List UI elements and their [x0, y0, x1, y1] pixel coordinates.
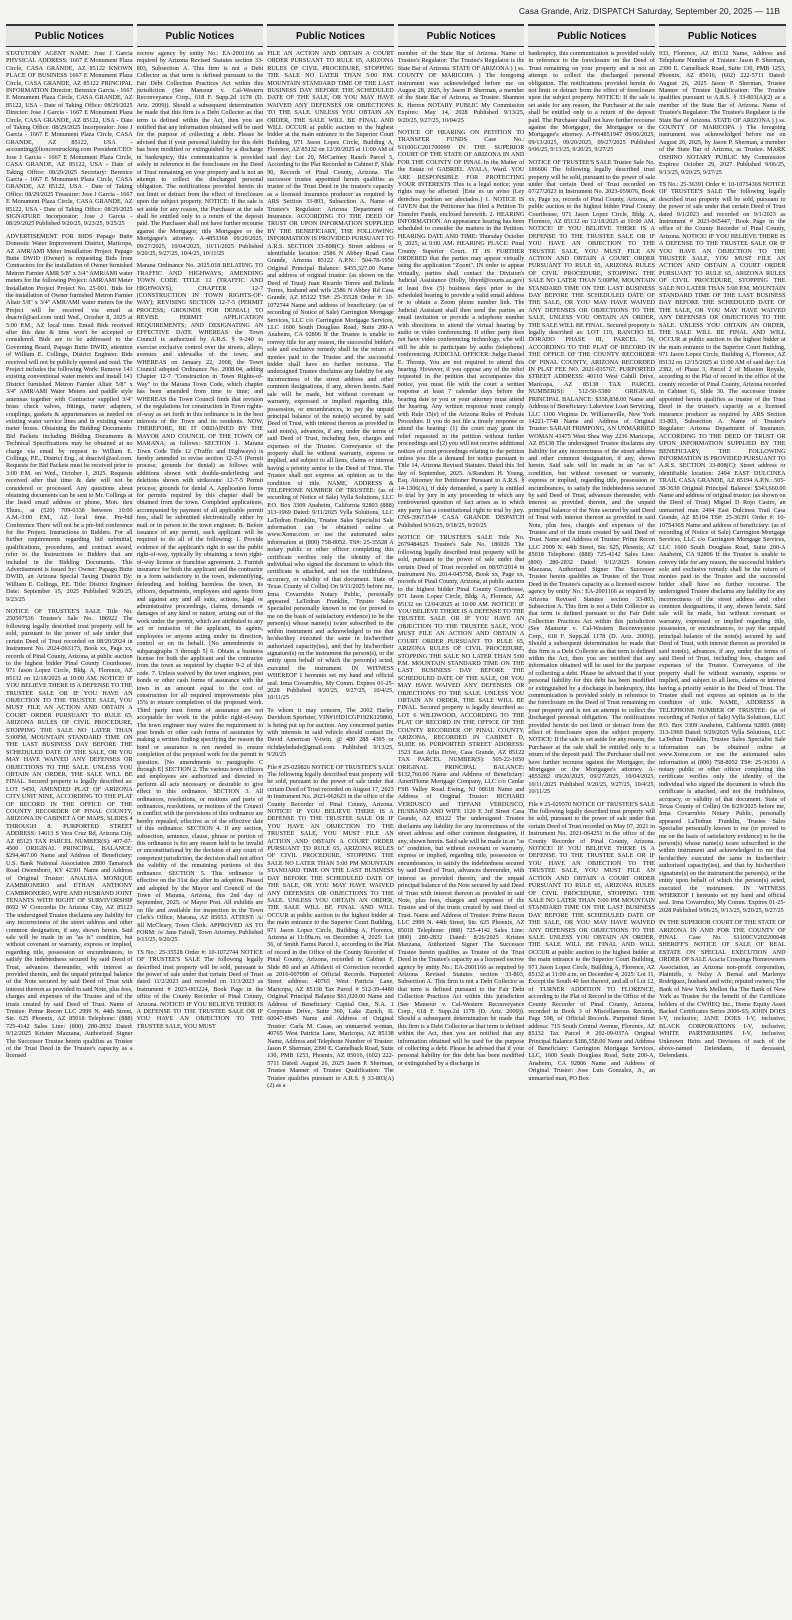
legal-notice: NOTICE OF TRUSTEE'S SALE Title No. 250507536 Trustee's Sale No. 186922 The following legally described trust property will be sold, pursuant to the power of sale under that certain Deed of Trust recorded on 08/20/2024 in Instrument No. 2024-063173, Book xx, Page xx, records of Pinal County, Arizona, at public auction to the highest bidder Pinal County Courthouse, 971 Jason Lopez Circle, Bldg. A, Florence, AZ 85132 on 12/18/2025 at 10:00 AM. NOTICE! IF YOU BELIEVE THERE IS A DEFENSE TO THE TRUSTEE SALE OR IF YOU HAVE AN OBJECTION TO THE TRUSTEE SALE, YOU MUST FILE AN ACTION AND OBTAIN A COURT ORDER PURSUANT TO RULE 65, ARIZONA RULES OF CIVIL PROCEDURE, STOPPING THE SALE NO LATER THAN 5:00PM, MOUNTAIN STANDARD TIME ON THE LAST BUSINESS DAY BEFORE THE SCHEDULED DATE OF THE SALE, OR YOU MAY HAVE WAIVED ANY DEFENSES OR OBJECTIONS TO THE SALE. UNLESS YOU OBTAIN AN ORDER, THE SALE WILL BE FINAL. Secured property is legally described as: LOT 5450, AMENDED PLAT OF ARIZONA CITY UNIT NINE, ACCORDING TO THE PLAT OF RECORD IN THE OFFICE OF THE COUNTY RECORDER OF PINAL COUNTY, ARIZONA IN CABINET A OF MAPS, SLIDES 4 THROUGH 8. PURPORTED STREET ADDRESS: 14613 S Vera Cruz Rd, Arizona City, AZ 85123 TAX PARCEL NUMBER(S): 407-07-4500 ORIGINAL PRINCIPAL BALANCE: $294,467.00 Name and Address of Beneficiary: U.S. Bank National Association 2800 Tamarack Road Owensboro, KY 42301 Name and Address of Original Trustor: ANALISA MONIQUE ZAMBRONERO and ETHAN ANTHONY CAMBRONERO, WIFE AND HUSBAND JOINT TENANTS WITH RIGHT OF SURVIVORSHIP 8692 W Concordia Dr Arizona City, AZ 85123 The undersigned Trustee disclaims any liability for any incorrectness of the street address and other common designation, if any, shown herein. Said sale will be made in an "as is" condition, but without covenant or warranty, express or implied, regarding title, possession or encumbrances, to satisfy the indebtedness secured by said Deed of Trust, advances thereunder, with interest as provided therein, and the unpaid principal balance of the Note secured by said Deed of Trust with interest thereon as provided in said Note, plus fees, charges and expenses of the Trustee and of the trusts created by said Deed of Trust. Name of Trustee: Prime Recon LLC 2999 N. 44th Street, Ste. 625 Phoenix, AZ 85018 Telephone: (888) 725-4142 Sales Line: (800) 280-2832 Dated: 9/12/2025 Kristen Mazzana, Authorized Signer The Successor Trustee herein qualifies as Trustee of the Trust Deed in the Trustee's capacity as a licensed — [6, 608, 133, 1060]
column-header — [137, 24, 264, 47]
column-header — [267, 24, 394, 47]
legal-notice: escrow agency by entity No.: EA-2001166 as required by Arizona Revised Statutes section 33-803, Subsection A. This firm is not a Debt Collector as that term is defined pursuant to the Fair Debt Collection Practices Act within this jurisdiction (See Mansour v. Cal-Western Reconveyance Corp., 618 F. Supp.2d 1178 (D. Ariz. 2009)). Should a subsequent determination be made that this firm is a Debt Collector as that term is defined within the Act, then you are notified that any information obtained will be used for the purpose of collecting a debt. Please be advised that if your personal liability for this debt has been modified or extinguished by a discharge in bankruptcy, this communication is provided solely in reference to the foreclosure on the Deed of Trust remaining on your property and is not an attempt to collect the discharged personal obligation. The notifications provided herein do not limit or detract from the effect of foreclosure upon the subject property. NOTICE: If the sale is set aside for any reason, the Purchaser at the sale shall be entitled only to a return of the deposit paid. The Purchaser shall not have further recourse against the Mortgagor, title Mortgagee or the Mortgagee's attorney. A-4853368 09/20/2025, 09/27/2025, 10/04/2025, 10/11/2025 Published 9/20/25, 9/27/25, 10/4/25, 10/11/25 — [136, 50, 264, 257]
legal-notice: FILE AN ACTION AND OBTAIN A COURT ORDER PURSUANT TO RULE 65, ARIZONA RULES OF CIVIL PROCEDURE, STOPPING THE SALE NO LATER THAN 5:00 P.M. MOUNTAIN STANDARD TIME OF THE LAST BUSINESS DAY BEFORE THE SCHEDULED DATE OF THE SALE, OR YOU MAY HAVE WAIVED ANY DEFENSES OR OBJECTIONS TO THE SALE. UNLESS YOU OBTAIN AN ORDER, THE SALE WILL BE FINAL AND WILL OCCUR at public auction to the highest bidder at the main entrance to the Superior Court Building, 971 Jason Lopez Circle, Building A, Florence, AZ 85132 on 12/30/2025 at 11:00 AM of said day: Lot 20, McCartney Ranch Parcel 5, According to the Plat Recorded in Cabinet F, Slide 90, Records of Pinal County, Arizona. The successor trustee appointed herein qualifies as trustee of the Trust Deed in the trustee's capacity as a licensed insurance producer as required by ARS Section 33-803, Subsection A. Name of Trustee's Regulator: Arizona Department of Insurance. ACCORDING TO THE DEED OF TRUST OR UPON INFORMATION SUPPLIED BY THE BENEFICIARY, THE FOLLOWING INFORMATION IS PROVIDED PURSUANT TO A.R.S. SECTION 33-808(C): Street address or identifiable location: 2586 N Abbey Road Casa Grande, Arizona 85122 A.P.N.: 504-78-1950 Original Principal Balance: $455,327.00 Name and address of original trustor: (as shown on the Deed of Trust) Juan Ricardo Torres and Belinda Torres, husband and wife 2586 N Abbey Rd Casa Grande, AZ 85122 TS#: 25-35528 Order #: 10-1072744 Name and address of beneficiary: (as of recording of Notice of Sale) Carrington Mortgage Services, LLC c/o Carrington Mortgage Services, LLC 1600 South Douglass Road, Suite 200-A Anaheim, CA 92806 If the Trustee is unable to convey title for any reason, the successful bidder's sole and exclusive remedy shall be the return of monies paid to the Trustee and the successful bidder shall have no further recourse. The undersigned Trustee disclaims any liability for any incorrectness of the street address and other common designations, if any, shown herein. Said sale will be made, but without covenant or warranty, expressed or implied regarding title, possession, or encumbrances, to pay the unpaid principal balance of the note(s) secured by said Deed of Trust, with interest thereon as provided in said note(s), advances, if any, under the terms of said Deed of Trust, including fees, charges and expenses of the Trustee. Conveyance of the property shall be without warranty, express or implied, and subject to all liens, claims or interest having a priority senior to the Deed of Trust. The Trustee shall not express an opinion as to the condition of title. NAME, ADDRESS & TELEPHONE NUMBER OF TRUSTEE: (as of recording of Notice of Sale) Vylla Solutions, LLC P.O. Box 3309 Anaheim, California 92803 (888) 313-1969 Dated: 9/11/2025 Vylla Solutions, LLC LaTedran Franklin, Trustee Sales Specialist Sale information can be obtained online at www.Xome.com or use the automated sales information at (800) 758-8052. TS#: 25-35528 A notary public or other officer completing this certificate verifies only the identity of the individual who signed the document to which this certificate is attached, and not the truthfulness, accuracy, or validity of that document. State of Texas County of Collin) On 9/11/2025 before me, Irma Covarrubio Notary Public, personally appeared LaTedran Franklin, Trustee Sales Specialist personally known to me (or proved to me on the basis of satisfactory evidence) to be the person(s) whose name(s) is/are subscribed to the within instrument and acknowledged to me that he/she/they executed the same in his/her/their authorized capacity(ies), and that by his/her/their signature(s) on the instrument the person(s), or the entity upon behalf of which the person(s) acted, executed the instrument. IN WITNESS WHEREOF I hereunto set my hand and official seal. Irma Covarrubio, My Comm. Expires 01-25-2028 Published 9/20/25, 9/27/25, 10/4/25, 10/11/25 — [267, 50, 394, 702]
column-6 — [659, 24, 786, 1616]
column-5 — [528, 24, 655, 1616]
column-header — [6, 24, 133, 47]
section-title: Public Notices — [34, 30, 104, 42]
column-header — [659, 24, 786, 47]
column-body — [267, 47, 394, 1616]
section-title: Public Notices — [687, 30, 757, 42]
column-3 — [267, 24, 394, 1616]
notice-columns — [6, 24, 786, 1616]
column-body — [6, 47, 133, 1616]
column-body — [137, 47, 264, 1616]
legal-notice: member of the State Bar of Arizona. Name of Trustee's Regulator: The Trustee's Regulator is the State Bar of Arizona. STATE OF ARIZONA ) ) ss. COUNTY OF MARICOPA ) The foregoing instrument was acknowledged before me on August 28, 2025, by Jason P. Sherman, a member of the State Bar of Arizona, as Trustee. Shannon K. Herron NOTARY PUBLIC My Commission Expires: May 14, 2028 Published 9/13/25, 9/20/25, 9/27/25, 10/04/25 — [397, 50, 525, 124]
legal-notice: NOTICE OF HEARING ON PETITION TO TRANSFER FUNDS Case No.: S1100GC201700099 IN THE SUPERIOR COURT OF THE STATE OF ARIZONA IN AND FOR THE COUNTY OF PINAL In the Matter of the Estate of GABRIEL AYALA, Ward. YOU ARE RESPONSIBLE FOR PROTECTING YOUR INTERESTS This is a legal notice; your rights may be affected. [Este es un aviso (Ley derechos podrían ser afectados.) 1. NOTICE IS GIVEN that the Petitioner has filed a Petition To Transfer Funds, enclosed herewith. 2. HEARING INFORMATION. An appearance hearing has been scheduled to consider the matters in the Petition. HEARING DATE AND TIME: Thursday October 9, 2025, at 9:00 AM. HEARING PLACE: Pinal County Superior Court. IT IS FURTHER ORDERED that the parties may appear virtually using the application "Zoom". IN order to appear virtually, parties shall contact the Division's Judicial Assistance (Holly, hbyrd@courts.az.gov) at least five (5) business days prior to the scheduled hearing to provide a valid email address or to obtain a Zoom phone number link. The Judicial Assistant shall then send the parties an email invitation or provide a telephone number with directions to attend the virtual hearing by audio or video conferencing. If either party does not have video conferencing technology, s/he will still be able to participate by audio (telephone) conferencing. JUDICIAL OFFICER: Judge Daniel E. Thorup. You are not required to attend this hearing. However, if you oppose any of the relief requested in the petition that accompanies this notice, you must file with the court a written response at least 7 calendar days before the hearing date or you or your attorney must attend the hearing. Any written response must comply with Rule 15(e) of the Arizona Rules of Probate Procedure. If you do not file a timely response or attend the hearing: (1) the court may grant the relief requested in the petition without further proceedings and (2) you will not receive additional notices of court proceedings relating to the petition unless you file a demand for notice pursuant to Title 14, Arizona Revised Statutes. Dated this 3rd day of September, 2025. /s/Random H. Young, Esq. Attorney for Petitioner Pursuant to A.R.S. § 14-1306(A), if duly demanded, a party is entitled to trial by jury in any proceeding in which any controverted question of fact arises as to which any party has a constitutional right to trial by jury. CNS-3967354# CASA GRANDE DISPATCH Published 9/16/25, 9/18/25, 9/20/25 — [397, 129, 525, 529]
masthead — [0, 0, 792, 22]
legal-notice: 933, Florence, AZ 85132 Name, Address and Telephone Number of Trustee: Jason P. Sherman, 2390 E. Camelback Road, Suite 130, PMB 1253, Phoenix, AZ 85016, (602) 222-5711 Dated: August 26, 2025 Jason P. Sherman, Trustee Manner of Trustee Qualification: The Trustee qualifies pursuant to A.R.S. § 33-803(A)(2) as a member of the State Bar of Arizona. Name of Trustee's Regulator: The Trustee's Regulator is the State Bar of Arizona. STATE OF ARIZONA ) ) ss. COUNTY OF MARICOPA ) The foregoing instrument was acknowledged before me on August 26, 2025, by Jason P. Sherman, a member of the State Bar of Arizona, as Trustee. MARK OSHINO NOTARY PUBLIC My Commission Expires: October 29, 2027 Published 9/06/25, 9/13/25, 9/20/25, 9/27/25 — [658, 50, 786, 176]
legal-notice: TS No.: 25-36391 Order #: 10-1075436S NOTICE OF TRUSTEE'S SALE The following legally described trust property will be sold, pursuant to the power of sale under that certain Deed of Trust dated 9/1/2023 and recorded on 9/1/2023 as Instrument # 2023-065447, Book Page in the office of the County Recorder of Pinal County, Arizona. NOTICE! IF YOU BELIEVE THERE IS A DEFENSE TO THE TRUSTEE SALE OR IF YOU HAVE AN OBJECTION TO THE TRUSTEE SALE, YOU MUST FILE AN ACTION AND OBTAIN A COURT ORDER PURSUANT TO RULE 65, ARIZONA RULES OF CIVIL PROCEDURE, STOPPING THE SALE NO LATER THAN 5:00 P.M. MOUNTAIN STANDARD TIME OF THE LAST BUSINESS DAY BEFORE THE SCHEDULED DATE OF THE SALE, OR YOU MAY HAVE WAIVED ANY DEFENSES OR OBJECTIONS TO THE SALE. UNLESS YOU OBTAIN AN ORDER, THE SALE WILL BE FINAL AND WILL OCCUR at public auction to the highest bidder at the main entrance to the Superior Court Building, 971 Jason Lopez Circle, Building A, Florence, AZ 85132 on 12/15/2025 at 11:00 AM of said day: Lot 2382, of Phase 3, Parcel 2 of Mission Royale, according to the Plat of record in the office of the county recorder of Pinal County, Arizona recorded in Cabinet G, Slide 30. The successor trustee appointed herein qualifies as trustee of the Trust Deed in the trustee's capacity as a licensed insurance producer as required by ARS Section 33-803, Subsection A. Name of Trustee's Regulator: Arizona Department of Insurance. ACCORDING TO THE DEED OF TRUST OR UPON INFORMATION SUPPLIED BY THE BENEFICIARY, THE FOLLOWING INFORMATION IS PROVIDED PURSUANT TO A.R.S. SECTION 33-808(C): Street address or identifiable location: 2494 EAST DULCINEA TRAIL CASA GRANDE, AZ 85194 A.P.N.: 505-38-3630 Original Principal Balance: $343,660.00 Name and address of original trustor: (as shown on the Deed of Trust) Miguel D Rojo Castro, an unmarried man 2494 East Dulcinea Trail Casa Grande, AZ 85194 TS#: 25-36391 Order #: 10-1075436S Name and address of beneficiary: (as of recording of Notice of Sale) Carrington Mortgage Services, LLC c/o Carrington Mortgage Services, LLC 1600 South Douglass Road, Suite 200-A Anaheim, CA 92806 If the Trustee is unable to convey title for any reason, the successful bidder's sole and exclusive remedy shall be the return of monies paid to the Trustee and the successful bidder shall have no further recourse. The undersigned Trustee disclaims any liability for any incorrectness of the street address and other common designations, if any, shown herein. Said sale will be made, but without covenant or warranty, expressed or implied regarding title, possession, or encumbrances, to pay the unpaid principal balance of the note(s) secured by said Deed of Trust, with interest thereon as provided in said note(s), advances, if any, under the terms of said Deed of Trust, including fees, charges and expenses of the Trustee. Conveyance of the property shall be without warranty, express or implied, and subject to all liens, claims or interest having a priority senior to the Deed of Trust. The Trustee shall not express an opinion as to the condition of title. NAME, ADDRESS & TELEPHONE NUMBER OF TRUSTEE: (as of recording of Notice of Sale) Vylla Solutions, LLC P.O. Box 3309 Anaheim, California 92803 (888) 313-1969 Dated: 9/29/2025 Vylla Solutions, LLC LaTedran Franklin, Trustee Sales Specialist Sale information can be obtained online at www.Xome.com or use the automated sales information at (800) 758-8052 TS#: 25-36391 A notary public or other officer completing this certificate verifies only the identity of the individual who signed the document to which this certificate is attached, and not the truthfulness, accuracy, or validity of that document. State of Texas County of Collin) On 8/29/2025 before me, Irma Covarrubio Notary Public, personally appeared LaTedran Franklin, Trustee Sales Specialist personally known to me (or proved to me on the basis of satisfactory evidence) to be the person(s) whose name(s) is/are subscribed to the within instrument and acknowledged to me that he/she/they executed the same in his/her/their authorized capacity(ies), and that by his/her/their signature(s) on the instrument the person(s), or the entity upon behalf of which the person(s) acted, executed the instrument. IN WITNESS WHEREOF I hereunto set my hand and official seal. Irma Covarrubio, My Comm. Expires 01-25-2028 Published 9/06/25, 9/13/25, 9/20/25, 9/27/25 — [658, 180, 786, 914]
column-body — [659, 47, 786, 1616]
legal-notice: ADVERTISEMENT FOR BIDS Papago Butte Domestic Water Improvement District, Maricopa, AZ AMR/AMI Meter Installation Project Papago Butte DWID (Owner) is requesting Bids from Contractors for the installation of Owner furnished Metron Farnier AMR 5/8" x 3/4" AMR/AMI water meters for the following Project: AMR/AMI Meter Installation Project Project No. 25-001. Bids for the installation of Owner furnished Metron Farnier Altair 5/8" x 3/4" AMR/AMI water meters for the Project will be received via email at dnacivil@aol.com until Wed., October 8, 2025 at 5:00 P.M., AZ local time. Email Bids received after this date & time won't be accepted or considered. Bids are to be addressed to the Governing Board, Papago Butte DWID, attention of William E. Collings, District Engineer. Bids received will not be publicly opened and read. The Project includes the following Work: Remove 141 existing conventional water meters and install 141 District furnished Metron Farnier Altair 5/8" x 3/4" AMR/AMI Water Meters and paddle style antennas together with Contractor supplied 3/4" brass check valves, fittings, meter adapters, couplings, gaskets & appurtenances as needed on existing water service lines and in existing water meter boxes. Obtaining the Bidding Documents: Bid Packets including Bidding Documents & Technical Specifications may be obtained at no charge via email by request to William E. Collings, P.E., District Eng., at dnacivil@aol.com. Requests for Bid Packets must be received prior to 3:00 P.M. on Wed., October 1, 2025. Requests received after that time & date will not be considered or processed. Any questions about obtaining documents can be sent to Mr. Collings at the listed email address or phone, Mon. thru Thurs., at (520) 709-0338 between 10:00 A.M.-3:00 P.M., AZ local time. Pre-bid Conference There will not be a pre-bid conference for the Project. Instructions to Bidders. For all further requirements regarding bid submittal, qualifications, procedures, and contract award, refer to the Instructions to Bidders that are included in the Bidding Documents. This Advertisement is issued by: Owner: Papago Butte DWID, an Arizona Special Taxing District By: William E. Collings, P.E. Title: District Engineer Date: September 15, 2025 Published 9/20/25, 9/23/25 — [6, 232, 133, 603]
legal-notice: To whom it may concern, The 2002 Harley Davidson Sportster, VIN#1HD1CGP192K129860, is being put up for auction. Any concerned parties with interests in said vehicle should contact Dr. David American V-twin. @ 480 288 4395 or richdayledude@gmail.com. Published 9/13/25, 9/20/25 — [267, 706, 394, 759]
section-title: Public Notices — [165, 30, 235, 42]
legal-notice: Marana Ordinance No. 2025.018 RELATING TO TRAFFIC AND HIGHWAYS; AMENDING TOWN CODE TITLE 12 (TRAFFIC AND HIGHWAYS), CHAPTER 12-7 (CONSTRUCTION IN TOWN RIGHTS-OF-WAY); REVISING SECTION 12-7-5 (PERMIT PROCESS; GROUNDS FOR DENIAL) TO REVISE PERMIT APPLICATION REQUIREMENTS; AND DESIGNATING AN EFFECTIVE DATE WHEREAS the Town Council is authorized by A.R.S. § 9-240 to exercise exclusive control over the streets, alleys, avenues and sidewalks of the town; and WHEREAS on January 22, 2008, the Town Council adopted Ordinance No. 2008.04, adding Chapter 12-7 "Construction in Town Rights-of-Way" to the Marana Town Code, which chapter has been amended from time to time; and WHEREAS the Town Council finds that revision of the regulations for construction in Town rights-of-way as set forth in this ordinance is in the best interests of the Town and its residents. NOW, THEREFORE, BE IT ORDAINED BY THE MAYOR AND COUNCIL OF THE TOWN OF MARANA, as follows: SECTION 1. Marana Town Code Title 12 (Traffic and Highways) is hereby amended to revise section 12-7-5 (Permit process; grounds for denial) as follows with additions shown with double-underlining and deletions shown with strikeouts: 12-7-5 Permit process; grounds for denial A. Application forms for permits required by this chapter shall be obtained from the town. Completed applications, accompanied by payment of all applicable permit fees, shall be submitted electronically either by mail or in person to the town engineer. B. Before issuance of any permit, each applicant will be required to do all of the following: 1. Provide evidence of the applicant's right to use the public right-of-way, typically by obtaining a town right-of-way license or franchise agreement. 2. Furnish insurance for both the applicant and the contractor in a form satisfactory to the town, indemnifying, defending and holding harmless the town, its officers, departments, employees and agents from and against any and all suits, actions, legal or administrative proceedings, claims, demands or damages of any kind or nature, arising out of the work under the permit, which are attributed to any act or omission of the applicant, its agents, employees or anyone acting under its direction, control or on its behalf. [No amendments to subparagraphs 3 through 5] 6. Obtain a business license for both the applicant and the contractor from the town as required by chapter 9-2 of this code. 7. Unless waived by the town engineer, post bonds or other cash forms of assurance with the town in an amount equal to the cost of construction for all required improvements plus 15% to ensure completion of the proposed work. Third party trust forms of assurance are not acceptable for work in the public right-of-way. The town engineer may waive the requirement to post bonds or other cash forms of assurance by making a written finding specifying the reason the bond or assurance is not needed to ensure completion of the proposed work for the permit in question. [No amendments to paragraphs C through E] SECTION 2. The various town officers and employees are authorized and directed to perform all acts necessary or desirable to give effect to this ordinance. SECTION 3. All ordinances, resolutions, or motions and parts of ordinances, resolutions, or motions of the Council in conflict with the provisions of this ordinance are hereby repealed, effective as of the effective date of this ordinance. SECTION 4. If any section, subsection, sentence, clause, phrase or portion of this ordinance is for any reason held to be invalid or unconstitutional by the decision of any court of competent jurisdiction, the decision shall not affect the validity of the remaining portions of this ordinance. SECTION 5. This ordinance is effective on the 31st day after its adoption. Passed and adopted by the Mayor and Council of the Town of Marana, Arizona, this 2nd day of September, 2025. /s/ Mayor Post. All exhibits are on file and available for inspection in the Town Clerk's Office, Marana, AZ 85653. ATTEST: /s/ Jill McCleary, Town Clerk. APPROVED AS TO FORM: /s/ Jane Fairall, Town Attorney. Published 9/13/25, 9/20/25 — [136, 262, 264, 944]
column-body — [398, 47, 525, 1616]
masthead-folio: Casa Grande, Ariz. DISPATCH Saturday, September 20, 2025 — 11B — [518, 6, 780, 16]
column-4 — [398, 24, 525, 1616]
legal-notice: IN THE SUPERIOR COURT OF THE STATE OF ARIZONA IN AND FOR THE COUNTY OF PINAL Case No. S1100CV202200048 SHERIFF'S NOTICE OF SALE OF REAL ESTATE ON SPECIAL EXECUTION AND ORDER OF SALE Acacia Crossings Homeowners Association, an Arizona non-profit corporation, Plaintiffs, v. Nelsy A Bernal and Marlenys Rodriguez, husband and wife; reputed owners; The Bank of New York Mellon fka The Bank of New York as Trustee for the benefit of the Certificate holders of the CWHEQ Inc., Home Equity Asset Backed Certificates Series 2006-S5; JOHN DOES I-V, inclusive; JANE DOES I-V, inclusive; BLACK CORPORATIONS I-V, inclusive; WHITE PARTNERSHIPS I-V, inclusive; Unknown Heirs and Devisees of each of the above-named Defendants, if deceased, Defendants. — [658, 919, 786, 1060]
column-body — [528, 47, 655, 1616]
legal-notice: NOTICE OF TRUSTEE'S SALE Title No. 2679484625 Trustee's Sale No. 186026 The following legally described trust property will be sold, pursuant to the power of sale under that certain Deed of Trust recorded on 08/07/2014 in Instrument No. 2014-045758, Book xx, Page xx, records of Pinal County, Arizona, at public auction to the highest bidder Pinal County Courthouse, 971 Jason Lopez Circle, Bldg. A, Florence, AZ 85132 on 12/04/2025 at 10:00 AM. NOTICE! IF YOU BELIEVE THERE IS A DEFENSE TO THE TRUSTEE SALE OR IF YOU HAVE AN OBJECTION TO THE TRUSTEE SALE, YOU MUST FILE AN ACTION AND OBTAIN A COURT ORDER PURSUANT TO RULE 65, ARIZONA RULES OF CIVIL PROCEDURE, STOPPING THE SALE NO LATER THAN 5:00 P.M. MOUNTAIN STANDARD TIME ON THE LAST BUSINESS DAY BEFORE THE SCHEDULED DATE OF THE SALE, OR YOU MAY HAVE WAIVED ANY DEFENSES OR OBJECTIONS TO THE SALE. UNLESS YOU OBTAIN AN ORDER, THE SALE WILL BE FINAL. Secured property is legally described as: LOT 6 WILDWOOD, ACCORDING TO THE PLAT OF RECORD IN THE OFFICE OF THE COUNTY RECORDER OF PINAL COUNTY, ARIZONA, RECORDED IN CABINET D, SLIDE 66. PURPORTED STREET ADDRESS: 1523 East Arlia Drive, Casa Grande, AZ 85122 TAX PARCEL NUMBER(S): 505-22-1050 ORIGINAL PRINCIPAL BALANCE: $132,760.00 Name and Address of Beneficiary: AmeriHome Mortgage Company, LLC c/o Cenlar FSB Valley Road Ewing, NJ 08618 Name and Address of Original Trustor: RICHARD VERDUSCO and TIFFANI VERDUSCO, HUSBAND AND WIFE 1120 E 3rd Street Casa Grande, AZ 85122 The undersigned Trustee disclaims any liability for any incorrectness of the street address and other common designation, if any, shown herein. Said sale will be made in an "as is" condition, but without covenant or warranty, express or implied, regarding title, possession or encumbrances, to satisfy the indebtedness secured by said Deed of Trust, advances thereunder, with interest as provided therein, and the unpaid principal balance of the Note secured by said Deed of Trust with interest thereon as provided in said Note, plus fees, charges and expenses of the Trustee and of the trusts created by said Deed of Trust. Name and Address of Trustee: Prime Recon LLC 2999 N. 44th Street, Ste. 625 Phoenix, AZ 85018 Telephone: (888) 725-4142 Sales Line: (800) 280-2832 Dated: 8/26/2025 Kristen Mazzana, Authorized Signer The Successor Trustee herein qualifies as Trustee of the Trust Deed in the Trustee's capacity as a licensed escrow agency by entity No.: EA-2001166 as required by Arizona Revised Statutes section 33-803, Subsection A. This firm is not a Debt Collector as that term is defined pursuant to the Fair Debt Collection Practices Act within this jurisdiction (See Mansour v. Cal-Western Reconveyance Corp., 618 F. Supp.2d 1178 (D. Ariz. 2009)). Should a subsequent determination be made that this firm is a Debt Collector as that term is defined within the Act, then you are notified that any information obtained will be used for the purpose of collecting a debt. Please be advised that if your personal liability for this debt has been modified or extinguished by a discharge in — [397, 534, 525, 1067]
legal-notice: STATUTORY AGENT NAME: Jose J Garcia PHYSICAL ADDRESS: 1667 E Monument Plaza Circle, CASA GRANDE, AZ 85122 KNOWN PLACE OF BUSINESS 1667 E Monument Plaza Circle, CASA GRANDE, AZ 85122 PRINCIPAL INFORMATION Director: Berenice Garcia - 1667 E Monument Plaza Circle, CASA GRANDE, AZ 85122, USA - Date of Taking Office: 08/29/2025 Director: Jose J Garcia - 1667 E Monument Plaza Circle, CASA GRANDE, AZ 85122, USA - Date of Taking Office: 08/29/2025 Incorporator: Jose J Garcia - 1667 E Monument Plaza Circle, CASA GRANDE, AZ 85122, USA - accounting@lioncrestrucking.com President/CEO: Jose J Garcia - 1667 E Monument Plaza Circle, CASA GRANDE, AZ 85122, USA - Date of Taking Office: 08/29/2025 Secretary: Berenice Garcia - 1667 E Monument Plaza Circle, CASA GRANDE, AZ 85122, USA - Date of Taking Office: 08/29/2025 Treasurer: Jose J Garcia - 1667 E Monument Plaza Circle, CASA GRANDE, AZ 85122, USA - Date of Taking Office: 08/29/2025 SIGNATURE Incorporator: Jose J Garcia - 08/29/2025 Published 9/20/25, 9/23/25, 9/25/25 — [6, 50, 133, 228]
section-title: Public Notices — [557, 30, 627, 42]
column-1 — [6, 24, 133, 1616]
column-header — [398, 24, 525, 47]
legal-notice: TS No.: 25-35528 Order #: 10-1072744 NOTICE OF TRUSTEE'S SALE The following legally described trust property will be sold, pursuant to the power of sale under that certain Deed of Trust dated 11/2/2023 and recorded on 11/3/2023 as Instrument # 2023-003224, Book Page in the office of the County Recorder of Pinal County, Arizona. NOTICE! IF YOU BELIEVE THERE IS A DEFENSE TO THE TRUSTEE SALE OR IF YOU HAVE AN OBJECTION TO THE TRUSTEE SALE, YOU MUST — [136, 948, 264, 1030]
column-2 — [137, 24, 264, 1616]
legal-notice: File # 25-029826 NOTICE OF TRUSTEE'S SALE The following legally described trust property will be sold, pursuant to the power of sale under that certain Deed of Trust recorded on August 17, 2023 in Instrument No. 2023-062623 in the office of the County Recorder of Pinal County, Arizona. NOTICE! IF YOU BELIEVE THERE IS A DEFENSE TO THE TRUSTEE SALE OR IF YOU HAVE AN OBJECTION TO THE TRUSTEE SALE, YOU MUST FILE AN ACTION AND OBTAIN A COURT ORDER PURSUANT TO RULE 65, ARIZONA RULES OF CIVIL PROCEDURE, STOPPING THE SALE NO LATER THAN 5:00 PM MOUNTAIN STANDARD TIME ON THE LAST BUSINESS DAY BEFORE THE SCHEDULED DATE OF THE SALE, OR YOU MAY HAVE WAIVED ANY DEFENSES OR OBJECTIONS TO THE SALE. UNLESS YOU OBTAIN AN ORDER, THE SALE WILL BE FINAL AND WILL OCCUR at public auction to the highest bidder at the main entrance to the Superior Court Building, 971 Jason Lopez Circle, Building A, Florence, Arizona at 11:00a.m. on December 4, 2025: Lot 56, of Smith Farms Parcel 1, according to the Plat of record in the Office of the County Recorder of Pinal County, Arizona, recorded in Cabinet F, Slide 80 and an Affidavit of Correction recorded as 2016-007098 of Official Records. Purported Street address: 40765 West Patricia Lane, Maricopa, AZ 85138 Tax Parcel # 512-39-4480 Original Principal Balance $61,020.00 Name and Address of Beneficiary: Capital One, N.A. 1 Corporate Drive, Suite 360, Lake Zurich, IL 60047-8945 Name and Address of Original Trustor: Carla M. Casas, an unmarried woman, 40765 West Patricia Lane, Maricopa, AZ 85138 Name, Address and Telephone Number of Trustee: Jason P. Sherman, 2390 E. Camelback Road, Suite 130, PMB 1253, Phoenix, AZ 85016, (602) 222-5711 Dated: August 26, 2025 Jason P. Sherman, Trustee Manner of Trustee Qualification: The Trustee qualifies pursuant to A.R.S. § 33-803(A)(2) as a — [267, 763, 394, 1090]
column-header — [528, 24, 655, 47]
legal-notice: NOTICE OF TRUSTEE'S SALE Trustee Sale No. 186606 The following legally described trust property will be sold, pursuant to the power of sale under that certain Deed of Trust recorded on 07/27/2023 in Instrument No. 2023-059076, Book xx, Page xx, records of Pinal County, Arizona, at public auction to the highest bidder Pinal County Courthouse, 971 Jason Lopez Circle, Bldg. A, Florence, AZ 85132 on 12/18/2025 at 10:00 AM. NOTICE! IF YOU BELIEVE THERE IS A DEFENSE TO THE TRUSTEE SALE OR IF YOU HAVE AN OBJECTION TO THE TRUSTEE SALE, YOU MUST FILE AN ACTION AND OBTAIN A COURT ORDER PURSUANT TO RULE 65, ARIZONA RULES OF CIVIL PROCEDURE, STOPPING THE SALE NO LATER THAN 5:00PM, MOUNTAIN STANDARD TIME ON THE LAST BUSINESS DAY BEFORE THE SCHEDULED DATE OF THE SALE, OR YOU MAY HAVE WAIVED ANY DEFENSES OR OBJECTIONS TO THE SALE. UNLESS YOU OBTAIN AN ORDER, THE SALE WILL BE FINAL. Secured property is legally described as: LOT 119, RANCHO EL DORADO PHASE III, PARCEL 56, ACCORDING TO THE PLAT OF RECORD IN THE OFFICE OF THE COUNTY RECORDER OF PINAL COUNTY, ARIZONA RECORDED IN PLAT FEE NO. 2021-035767. PURPORTED STREET ADDRESS: 40110 West Cahill Drive, Maricopa, AZ 85138 TAX PARCEL NUMBER(S): 512-50-5380 ORIGINAL PRINCIPAL BALANCE: $338,838.00 Name and Address of Beneficiary: Lakeview Loan Servicing, LLC 1100 Virginia Dr. Williamsville, New York 14221-7748 Name and Address of Original Trustor: SARAH FRIMPONG, AN UNMARRIED WOMAN 41475 West Shea Way 2236 Maricopa, AZ 85138 The undersigned Trustee disclaims any liability for any incorrectness of the street address and other common designation, if any, shown herein. Said sale will be made in an "as is" condition, but without covenant or warranty, express or implied, regarding title, possession or encumbrances, to satisfy the indebtedness secured by said Deed of Trust, advances thereunder, with interest as provided therein, and the unpaid principal balance of the Note secured by said Deed of Trust with interest thereon as provided in said Note, plus fees, charges and expenses of the Trustee and of the trusts created by said Deed of Trust. Name and Address of Trustee: Prime Recon LLC 2999 N. 44th Street, Ste. 625, Phoenix, AZ 85018 Telephone: (888) 725-4142 Sales Line: (800) 280-2832 Dated: 9/12/2025 Kristen Mazzana, Authorized Signer The Successor Trustee herein qualifies as Trustee of the Trust Deed in the Trustee's capacity as a licensed escrow agency by entity No.: EA-2001166 as required by Arizona Revised Statutes section 33-803, Subsection A. This firm is not a Debt Collector as that term is defined pursuant to the Fair Debt Collection Practices Act within this jurisdiction (See Mansour v. Cal-Western Reconveyance Corp., 618 F. Supp.2d 1178 (D. Ariz. 2009)). Should a subsequent determination be made that this firm is a Debt Collector as that term is defined within the Act, then you are notified that any information obtained will be used for the purpose of collecting a debt. Please be advised that if your personal liability for this debt has been modified or extinguished by a discharge in bankruptcy, this communication is provided solely in reference to the foreclosure on the Deed of Trust remaining on your property and is not an attempt to collect the discharged personal obligation. The notifications provided herein do not limit or detract from the effect of foreclosure upon the subject property. NOTICE: If the sale is set aside for any reason, the Purchaser at the sale shall be entitled only to a return of the deposit paid. The Purchaser shall not have further recourse against the Mortgagor, the Mortgagee or the Mortgagee's attorney. A-4853282 09/20/2025, 09/27/2025, 10/04/2025, 10/11/2025 Published 9/20/25, 9/27/25, 10/4/25, 10/11/25 — [528, 158, 655, 796]
legal-notice: File # 25-029570 NOTICE OF TRUSTEE'S SALE The following legally described trust property will be sold, pursuant to the power of sale under that certain Deed of Trust recorded on May 07, 2021 in Instrument No. 2021-064251 in the office of the County Recorder of Pinal County, Arizona. NOTICE! IF YOU BELIEVE THERE IS A DEFENSE TO THE TRUSTEE SALE OR IF YOU HAVE AN OBJECTION TO THE TRUSTEE SALE, YOU MUST FILE AN ACTION AND OBTAIN A COURT ORDER PURSUANT TO RULE 65, ARIZONA RULES OF CIVIL PROCEDURE, STOPPING THE SALE NO LATER THAN 5:00 PM MOUNTAIN STANDARD TIME ON THE LAST BUSINESS DAY BEFORE THE SCHEDULED DATE OF THE SALE, OR YOU MAY HAVE WAIVED ANY DEFENSES OR OBJECTIONS TO THE SALE. UNLESS YOU OBTAIN AN ORDER, THE SALE WILL BE FINAL AND WILL OCCUR at public auction to the highest bidder at the main entrance to the Superior Court Building, 971 Jason Lopez Circle, Building A, Florence, AZ 85132 at 11:00 a.m. on December 4, 2025: Lot 11, Except the South 40 feet thereof, and all of Lot 12, of TURNER ADDITION TO FLORENCE, according to the Plat of Record in the Office of the County Recorder of Pinal County, Arizona, recorded in Book 3 of Miscellaneous Records, Page 598, of Official Records. Purported Street address: 715 South Central Avenue, Florence, AZ 85132 Tax Parcel # 202-09-037A Original Principal Balance $186,558.00 Name and Address of Beneficiary: Carrington Mortgage Services, LLC, 1600 South Douglass Road, Suite 200-A, Anaheim, CA 92806 Name and Address of Original Trustor: Jose Luis Gonzalez, Jr., an unmarried man, PO Box — [528, 800, 655, 1082]
legal-notice: bankruptcy, this communication is provided solely in reference to the foreclosure on the Deed of Trust remaining on your property and is not an attempt to collect the discharged personal obligation. The notifications provided herein do not limit or detract from the effect of foreclosure upon the subject property. NOTICE: If the sale is set aside for any reason, the Purchaser at the sale shall be entitled only to a return of the deposit paid. The Purchaser shall not have further recourse against the Mortgagor, the Mortgagee or the Mortgagee's attorney. A-FN4851947 09/06/2025, 09/13/2025, 09/20/2025, 09/27/2025 Published 9/06/25, 9/13/25, 9/20/25, 9/27/25 — [528, 50, 655, 154]
section-title: Public Notices — [426, 30, 496, 42]
section-title: Public Notices — [296, 30, 365, 42]
